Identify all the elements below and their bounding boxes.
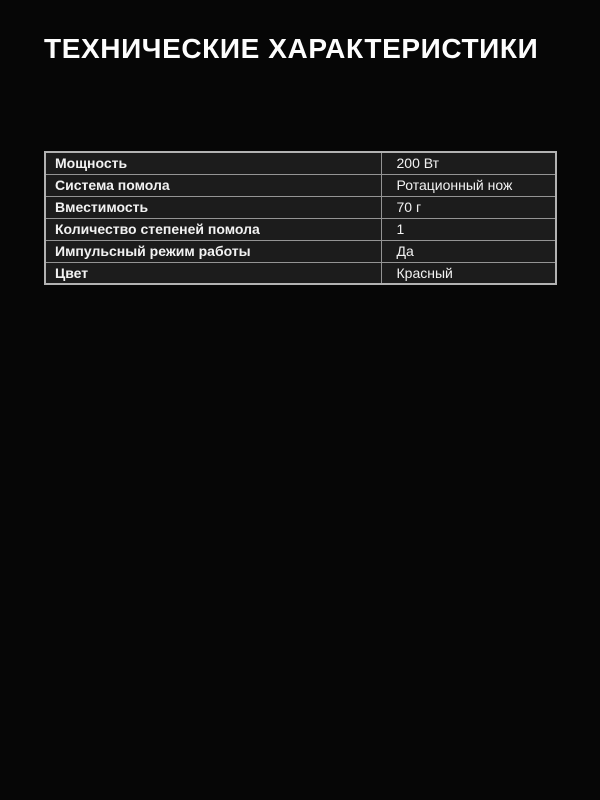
spec-row	[45, 174, 556, 196]
spec-table	[44, 151, 557, 285]
spec-label: Система помола	[45, 174, 381, 196]
spec-value: Ротационный нож	[381, 174, 556, 196]
spec-row	[45, 152, 556, 174]
spec-value: 200 Вт	[381, 152, 556, 174]
spec-label: Вместимость	[45, 196, 381, 218]
spec-value: Да	[381, 240, 556, 262]
spec-label: Мощность	[45, 152, 381, 174]
page-title: ТЕХНИЧЕСКИЕ ХАРАКТЕРИСТИКИ	[44, 33, 539, 64]
spec-label: Цвет	[45, 262, 381, 284]
spec-value: 1	[381, 218, 556, 240]
spec-label: Импульсный режим работы	[45, 240, 381, 262]
spec-value: 70 г	[381, 196, 556, 218]
spec-row	[45, 218, 556, 240]
spec-row	[45, 196, 556, 218]
spec-table-body	[45, 152, 556, 284]
spec-value: Красный	[381, 262, 556, 284]
spec-row	[45, 240, 556, 262]
spec-label: Количество степеней помола	[45, 218, 381, 240]
spec-row	[45, 262, 556, 284]
